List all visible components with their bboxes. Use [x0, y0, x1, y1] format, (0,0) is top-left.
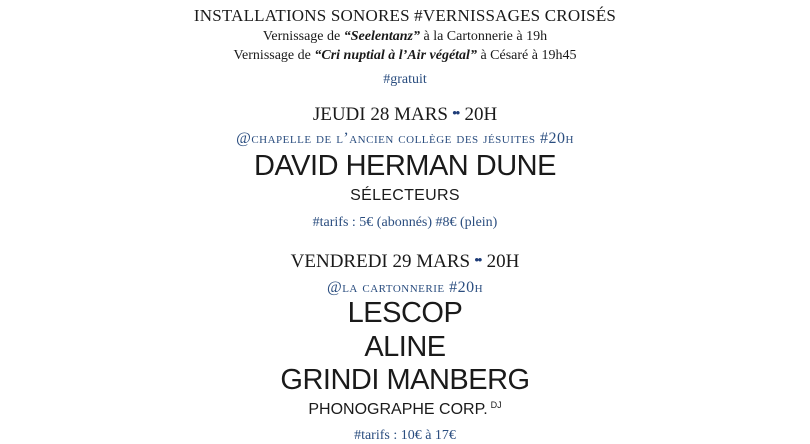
vernissage-2-prefix: Vernissage de	[233, 48, 315, 63]
event-2-time: 20H	[486, 251, 520, 272]
event-2-support-line	[0, 400, 810, 419]
section-title: INSTALLATIONS SONORES #VERNISSAGES CROISÉS	[193, 6, 617, 25]
vernissage-2-suffix: à Césaré à 19h45	[476, 48, 577, 63]
vernissage-line-2	[0, 48, 810, 64]
event-1-date-line	[0, 104, 810, 126]
event-1-price: #tarifs : 5€ (abonnés) #8€ (plein)	[312, 215, 498, 230]
event-2-headliner-1: LESCOP	[347, 297, 463, 329]
event-1-venue: @chapelle de l’ancien collège des jésuites #20h	[236, 130, 574, 147]
event-2-venue: @la cartonnerie #20h	[326, 279, 484, 296]
event-2-date: VENDREDI 29 MARS	[290, 251, 471, 272]
vernissage-1-prefix: Vernissage de	[262, 29, 344, 44]
vernissage-2-title: “Cri nuptial à l’Air végétal”	[314, 48, 477, 63]
bullet-dots-icon: ••	[451, 106, 459, 122]
event-1-support: SÉLECTEURS	[350, 187, 460, 204]
dj-superscript: DJ	[490, 400, 502, 410]
free-tag: #gratuit	[383, 72, 427, 87]
event-2-support: PHONOGRAPHE CORP.	[308, 401, 488, 418]
event-2-price: #tarifs : 10€ à 17€	[354, 428, 456, 443]
event-2-headliner-2: ALINE	[364, 331, 446, 363]
event-1-time: 20H	[464, 104, 498, 125]
event-1-headliner-1: DAVID HERMAN DUNE	[254, 150, 556, 182]
vernissage-1-suffix: à la Cartonnerie à 19h	[419, 29, 548, 44]
event-2-date-line	[0, 251, 810, 273]
event-2-headliner-3: GRINDI MANBERG	[280, 364, 530, 396]
vernissage-1-title: “Seelentanz”	[343, 29, 420, 44]
event-1-date: JEUDI 28 MARS	[312, 104, 448, 125]
vernissage-line-1	[0, 29, 810, 45]
bullet-dots-icon: ••	[474, 253, 481, 269]
